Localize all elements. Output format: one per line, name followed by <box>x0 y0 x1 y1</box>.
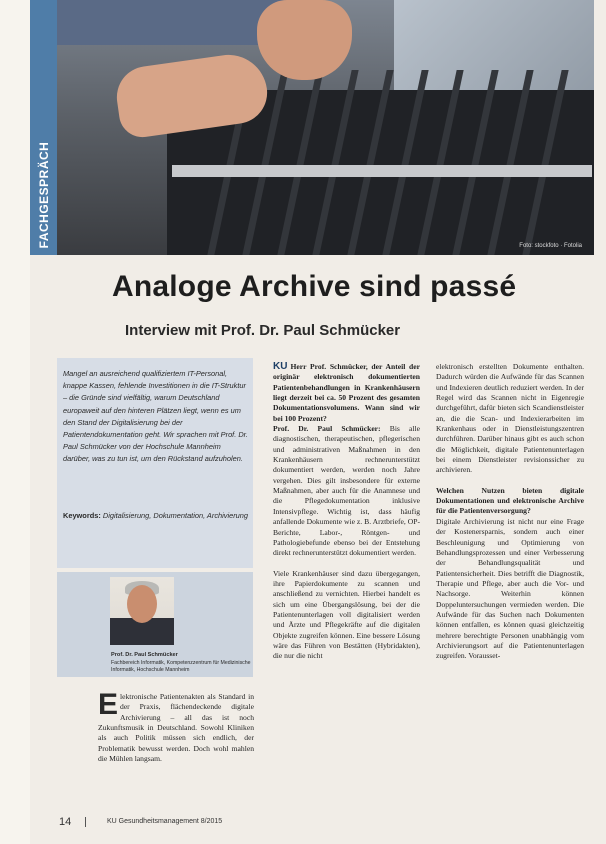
sleeve <box>57 0 287 45</box>
question-2: Welchen Nutzen bieten digitale Dokumentationen und elektronische Archive für die Patientenversorgung? <box>436 485 584 516</box>
portrait-box <box>57 572 253 677</box>
keywords-list: Digitalisierung, Dokumentation, Archivierung <box>102 511 249 520</box>
ku-logo: KU <box>273 361 288 372</box>
page-footer <box>57 816 587 830</box>
body-column-1 <box>98 688 254 764</box>
answer-1-end: elektronisch erstellten Dokumente enthalten. Dadurch würden die Aufwände für das Scannen und Indexieren deutlich reduziert werden. In der Regel wird das Scannen nicht in Eigenregie durchgeführt, dafür bieten sich Scandienstleister an, die die Scan- und Indexierarbeiten im Krankenhaus oder in Dienstleistungszentren durchführen. Darüber hinaus gibt es auch schon die Möglichkeit, digitale Patientenunterlagen bei einem Dienstleister revisionssicher zu archivieren. <box>436 362 584 475</box>
intro-box <box>57 358 253 568</box>
magazine-name: KU Gesundheitsmanagement 8/2015 <box>107 818 223 825</box>
hand <box>257 0 352 80</box>
answer-1-continued: Viele Krankenhäuser sind dazu übergegangen, ihre Papierdokumente zu scannen und anschließend zu vernichten. Hierbei handelt es sich um eine Übergangslösung, bei der die Patientenunterlagen voll digitalisiert werden und Ärzte und Pflegekräfte auf die digitalen Objekte zugreifen können. Eine bessere Lösung wäre das Führen von Bestätten (Hybridakten), die nur die nicht <box>273 568 420 661</box>
drawer-rail <box>172 165 592 177</box>
intro-text: Mangel an ausreichend qualifiziertem IT-Personal, knappe Kassen, fehlende Investitionen in die IT-Struktur – die Gründe sind vielfältig, warum Deutschland europaweit auf den hinteren Plätzen liegt, wenn es um den Stand der Digitalisierung bei der Patientendokumentation geht. Wir sprachen mit Prof. Dr. Paul Schmücker von der Hochschule Mannheim darüber, was zu tun ist, um den Rückstand aufzuholen. <box>63 369 248 464</box>
portrait-photo <box>110 577 174 645</box>
section-tab <box>30 0 57 255</box>
footer-divider <box>85 817 86 827</box>
answer-1: Prof. Dr. Paul Schmücker: Bis alle diagnostischen, therapeutischen, pflegerischen und administrativen Maßnahmen in den Krankenhäusern rechnerunterstützt dokumentiert werden, werden noch Jahre vergehen. Dies gilt insbesondere für externe Maßnahmen, aber auch für die Anamnese und die Pflegedokumentation inklusive Intensivpflege. Wichtig ist, dass häufig anfallende Dokumente wie z. B. Arztbriefe, OP-Berichte, Labor-, Röntgen- und Pathologiebefunde ebenso bei der Entstehung direkt rechnerunterstützt dokumentiert werden. <box>273 424 420 558</box>
photo-credit: Foto: stockfoto · Fotolia <box>519 243 582 249</box>
answer-2: Digitale Archivierung ist nicht nur eine Frage der Kostenersparnis, sondern auch einer Beschleunigung und Optimierung von Behandlungsprozessen und einer Verbesserung der Behandlungsqualität und Patientensicherheit. Dies betrifft die Diagnostik, Therapie und Pflege, aber auch die Vor- und Nachsorge. Weiterhin können Doppeluntersuchungen vermieden werden. Die Aufwände für das Suchen nach Dokumenten können entfallen, es können quasi gleichzeitig mehrere berechtigte Personen unabhängig vom Archivierungsort auf die Patientenunterlagen zugreifen. Vorausset- <box>436 516 584 661</box>
keywords <box>63 510 249 522</box>
lead-paragraph: Elektronische Patientenakten als Standard in der Praxis, flächendeckende digitale Archivierung – all das ist noch Zukunftsmusik in Deutschland. Sowohl Kliniken als auch Politik müssen sich endlich, der Problematik bewusst werden. Doch wohl mahlen die Mühlen langsam. <box>98 688 254 764</box>
question-1: KU Herr Prof. Schmücker, der Anteil der originär elektronisch dokumentierten Patientenbehandlungen in Krankenhäusern liegt derzeit bei ca. 50 Prozent des gesamten Dokumentationsvolumens. Wann sind wir bei 100 Prozent? <box>273 361 420 423</box>
body-column-2 <box>273 362 420 662</box>
dropcap: E <box>98 688 119 721</box>
section-tab-label: FACHGESPRÄCH <box>36 141 51 249</box>
hero-photo <box>57 0 594 255</box>
keywords-label: Keywords: <box>63 511 101 520</box>
portrait-role: Fachbereich Informatik, Kompetenzzentrum für Medizinische Informatik, Hochschule Mannheim <box>111 660 251 673</box>
body-column-3 <box>436 362 584 662</box>
portrait-name: Prof. Dr. Paul Schmücker <box>111 652 178 658</box>
article-subtitle: Interview mit Prof. Dr. Paul Schmücker <box>125 322 401 339</box>
article-title: Analoge Archive sind passé <box>112 270 517 303</box>
page-number: 14 <box>59 816 72 828</box>
page-margin <box>0 0 30 844</box>
